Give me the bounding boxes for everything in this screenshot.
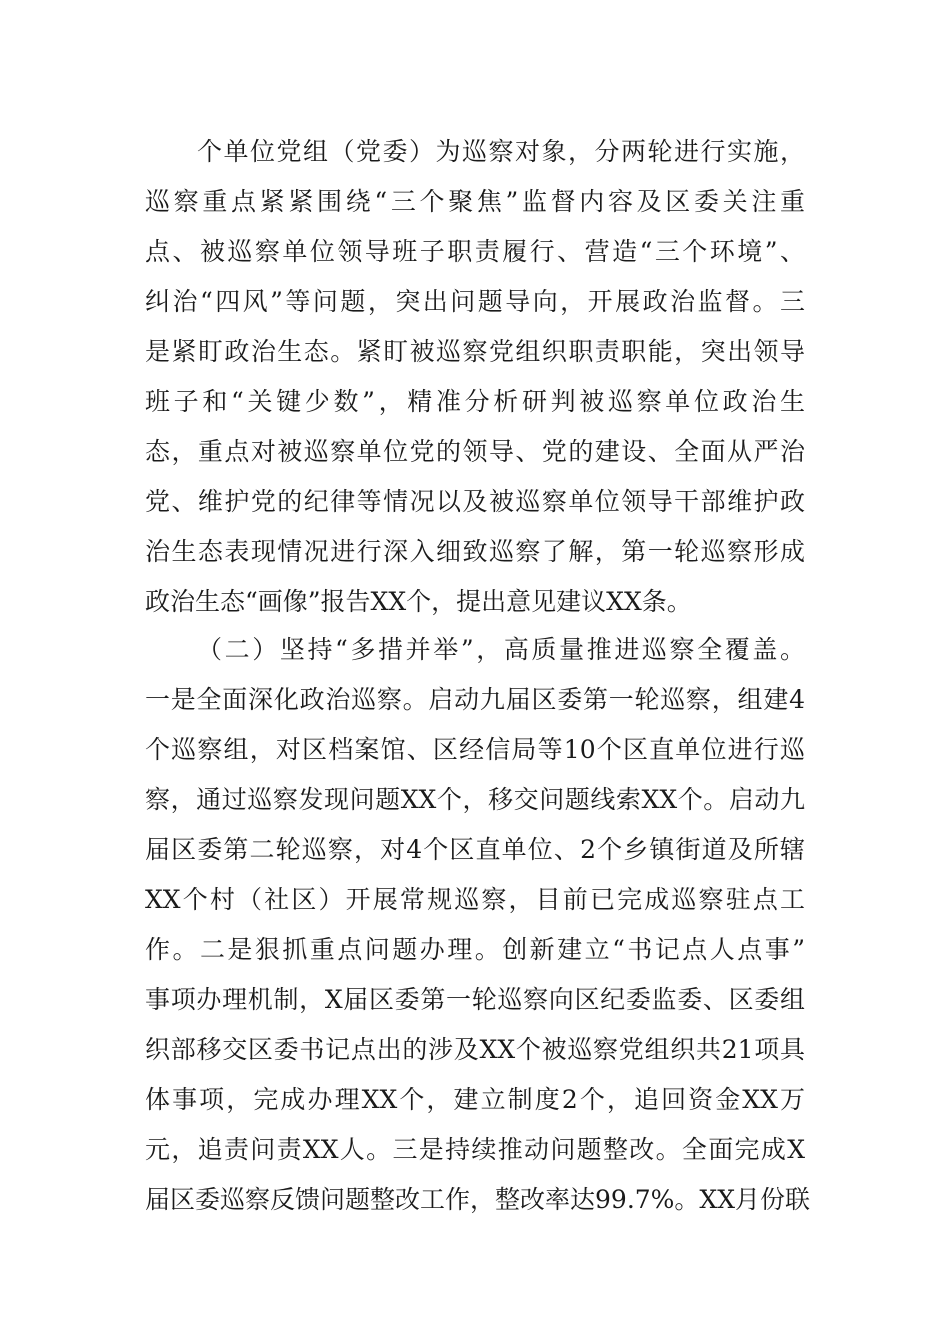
- text-line-12: 一是全面深化政治巡察。启动九届区委第一轮巡察，组建4: [145, 685, 805, 714]
- text-line-15: 届区委第二轮巡察，对4个区直单位、2个乡镇街道及所辖: [145, 835, 805, 864]
- text-line-2: 巡察重点紧紧围绕“三个聚焦”监督内容及区委关注重: [145, 187, 805, 216]
- text-line-4: 纠治“四风”等问题，突出问题导向，开展政治监督。三: [145, 287, 805, 316]
- section-heading: （二）坚持“多措并举”，高质量推进巡察全覆盖。: [197, 635, 805, 664]
- text-line-16: XX个村（社区）开展常规巡察，目前已完成巡察驻点工: [145, 885, 805, 914]
- text-line-20: 体事项，完成办理XX个，建立制度2个，追回资金XX万: [145, 1085, 805, 1114]
- text-line-19: 织部移交区委书记点出的涉及XX个被巡察党组织共21项具: [145, 1035, 805, 1064]
- text-line-21: 元，追责问责XX人。三是持续推动问题整改。全面完成X: [145, 1135, 805, 1164]
- text-line-5: 是紧盯政治生态。紧盯被巡察党组织职责职能，突出领导: [145, 337, 805, 366]
- text-line-7: 态，重点对被巡察单位党的领导、党的建设、全面从严治: [145, 437, 805, 466]
- text-line-9: 治生态表现情况进行深入细致巡察了解，第一轮巡察形成: [145, 537, 805, 566]
- text-line-14: 察，通过巡察发现问题XX个，移交问题线索XX个。启动九: [145, 785, 805, 814]
- text-line-22: 届区委巡察反馈问题整改工作，整改率达99.7%。XX月份联: [145, 1185, 811, 1214]
- text-line-1: 个单位党组（党委）为巡察对象，分两轮进行实施，: [197, 137, 805, 166]
- text-line-13: 个巡察组，对区档案馆、区经信局等10个区直单位进行巡: [145, 735, 805, 764]
- text-line-3: 点、被巡察单位领导班子职责履行、营造“三个环境”、: [145, 237, 805, 266]
- text-line-6: 班子和“关键少数”，精准分析研判被巡察单位政治生: [145, 387, 805, 416]
- text-line-8: 党、维护党的纪律等情况以及被巡察单位领导干部维护政: [145, 487, 805, 516]
- text-line-17: 作。二是狠抓重点问题办理。创新建立“书记点人点事”: [145, 935, 805, 964]
- text-line-18: 事项办理机制，X届区委第一轮巡察向区纪委监委、区委组: [145, 985, 805, 1014]
- text-line-10: 政治生态“画像”报告XX个，提出意见建议XX条。: [145, 587, 692, 616]
